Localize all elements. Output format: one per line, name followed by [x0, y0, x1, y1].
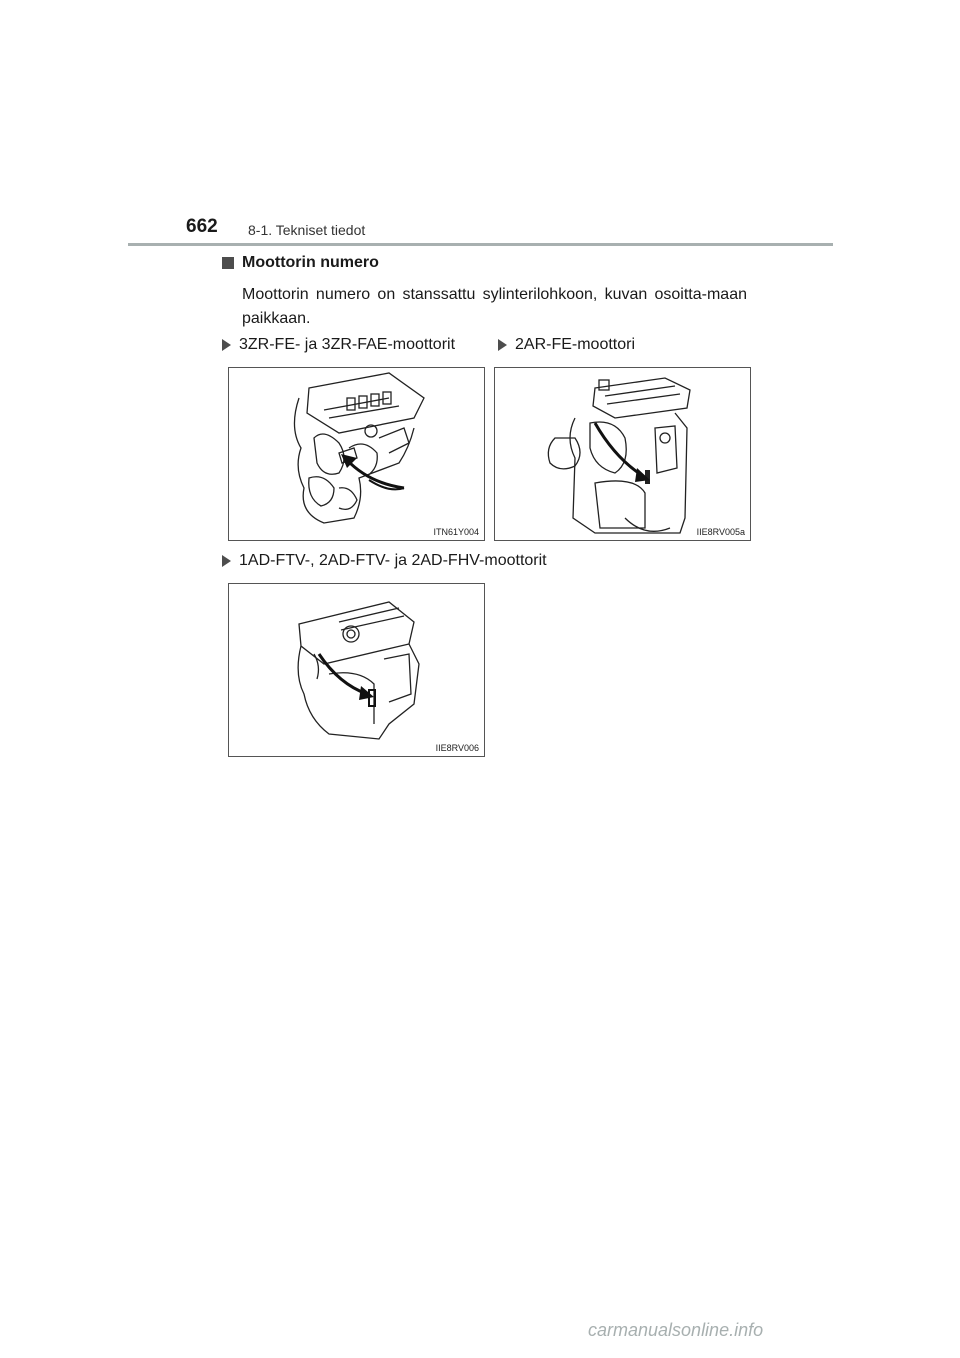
triangle-bullet-icon	[222, 555, 231, 567]
item-label-3	[222, 552, 547, 570]
item-label-2	[498, 336, 635, 354]
body-paragraph: Moottorin numero on stanssattu sylinterilohkoon, kuvan osoitta-maan paikkaan.	[242, 286, 747, 327]
figure-code: ITN61Y004	[433, 527, 479, 537]
heading-text: Moottorin numero	[242, 254, 379, 271]
triangle-bullet-icon	[498, 339, 507, 351]
triangle-bullet-icon	[222, 339, 231, 351]
item-label-text: 1AD-FTV-, 2AD-FTV- ja 2AD-FHV-moottorit	[239, 552, 547, 569]
footer-watermark: carmanualsonline.info	[588, 1320, 764, 1340]
header-divider	[128, 243, 833, 246]
item-label-text: 3ZR-FE- ja 3ZR-FAE-moottorit	[239, 336, 456, 353]
section-heading	[222, 254, 379, 272]
engine-2ar-illustration	[495, 368, 752, 542]
engine-figure-1	[228, 367, 485, 541]
item-label-1	[222, 336, 455, 354]
item-label-text: 2AR-FE-moottori	[515, 336, 636, 353]
engine-figure-3	[228, 583, 485, 757]
engine-ad-illustration	[229, 584, 486, 758]
page-number: 662	[186, 216, 218, 237]
square-bullet-icon	[222, 257, 234, 269]
engine-figure-2	[494, 367, 751, 541]
figure-code: IIE8RV005a	[696, 527, 745, 537]
section-title: 8-1. Tekniset tiedot	[248, 222, 366, 238]
engine-3zr-illustration	[229, 368, 486, 542]
figure-code: IIE8RV006	[435, 743, 479, 753]
